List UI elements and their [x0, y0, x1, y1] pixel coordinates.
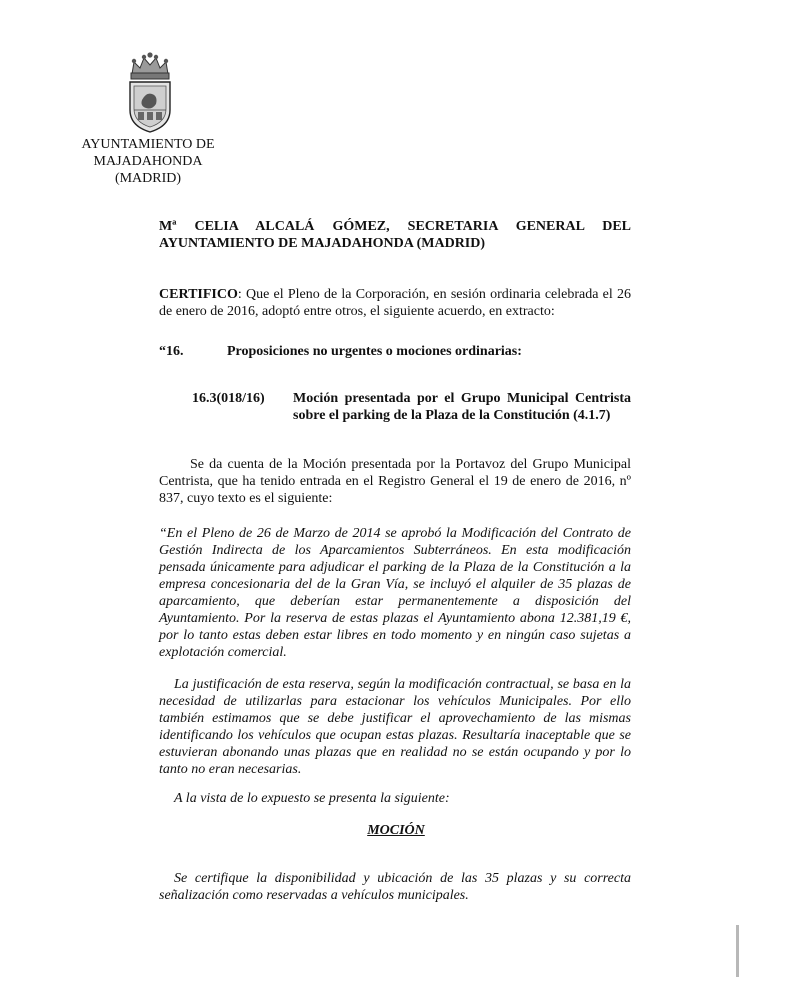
heading-line-2: AYUNTAMIENTO DE MAJADAHONDA (MADRID): [159, 236, 486, 251]
mocion-title: MOCIÓN: [367, 823, 425, 838]
coat-of-arms-logo: [120, 52, 180, 134]
org-line-2: MAJADAHONDA: [93, 154, 203, 169]
org-line-3: (MADRID): [114, 171, 182, 186]
subsection-number: 16.3(018/16): [192, 391, 265, 406]
org-line-1: AYUNTAMIENTO DE: [81, 137, 215, 152]
certifico-text: : Que el Pleno de la Corporación, en sesión ordinaria celebrada el 26 de enero de 2016, adoptó entre otros, el siguiente acuerdo, en extracto:: [159, 287, 631, 319]
secretary-heading: [159, 218, 631, 252]
section-number: “16.: [159, 344, 184, 359]
section-title: Proposiciones no urgentes o mociones ordinarias:: [227, 344, 522, 359]
certifico-label: CERTIFICO: [159, 287, 238, 302]
certifico-paragraph: [159, 286, 631, 320]
motion-paragraph-1: “En el Pleno de 26 de Marzo de 2014 se aprobó la Modificación del Contrato de Gestión Indirecta de los Aparcamientos Subterráneos. En esta modificación pensada únicamente para adjudicar el parking de la Plaza de la Constitución a la empresa concesionaria del de la Gran Vía, se incluyó el alquiler de 35 plazas de aparcamiento, que deberían estar permanentemente a disposición del Ayuntamiento. Por la reserva de estas plazas el Ayuntamiento abona 12.381,19 €, por lo tanto estas deben estar libres en todo momento y en ningún caso sujetas a explotación comercial.: [159, 526, 631, 660]
heading-line-1: Mª CELIA ALCALÁ GÓMEZ, SECRETARIA GENERAL DEL: [159, 219, 631, 234]
subsection-title: Moción presentada por el Grupo Municipal Centrista sobre el parking de la Plaza de la Constitución (4.1.7): [293, 391, 631, 423]
motion-paragraph-3: A la vista de lo expuesto se presenta la siguiente:: [174, 791, 450, 806]
motion-request: Se certifique la disponibilidad y ubicación de las 35 plazas y su correcta señalización como reservadas a vehículos municipales.: [159, 871, 631, 903]
motion-paragraph-2: La justificación de esta reserva, según la modificación contractual, se basa en la necesidad de utilizarlas para estacionar los vehículos Municipales. Por ello también estimamos que se debe justificar el aprovechamiento de las mismas identificando los vehículos que ocupan estas plazas. Resultaría inaceptable que se estuvieran abonando unas plazas que en realidad no se están ocupando y por lo tanto no eran necesarias.: [159, 677, 631, 777]
intro-paragraph: Se da cuenta de la Moción presentada por la Portavoz del Grupo Municipal Centrista, que ha tenido entrada en el Registro General el 19 de enero de 2016, nº 837, cuyo texto es el siguiente:: [159, 457, 631, 506]
municipality-header: [60, 136, 236, 187]
margin-mark: [736, 925, 739, 977]
